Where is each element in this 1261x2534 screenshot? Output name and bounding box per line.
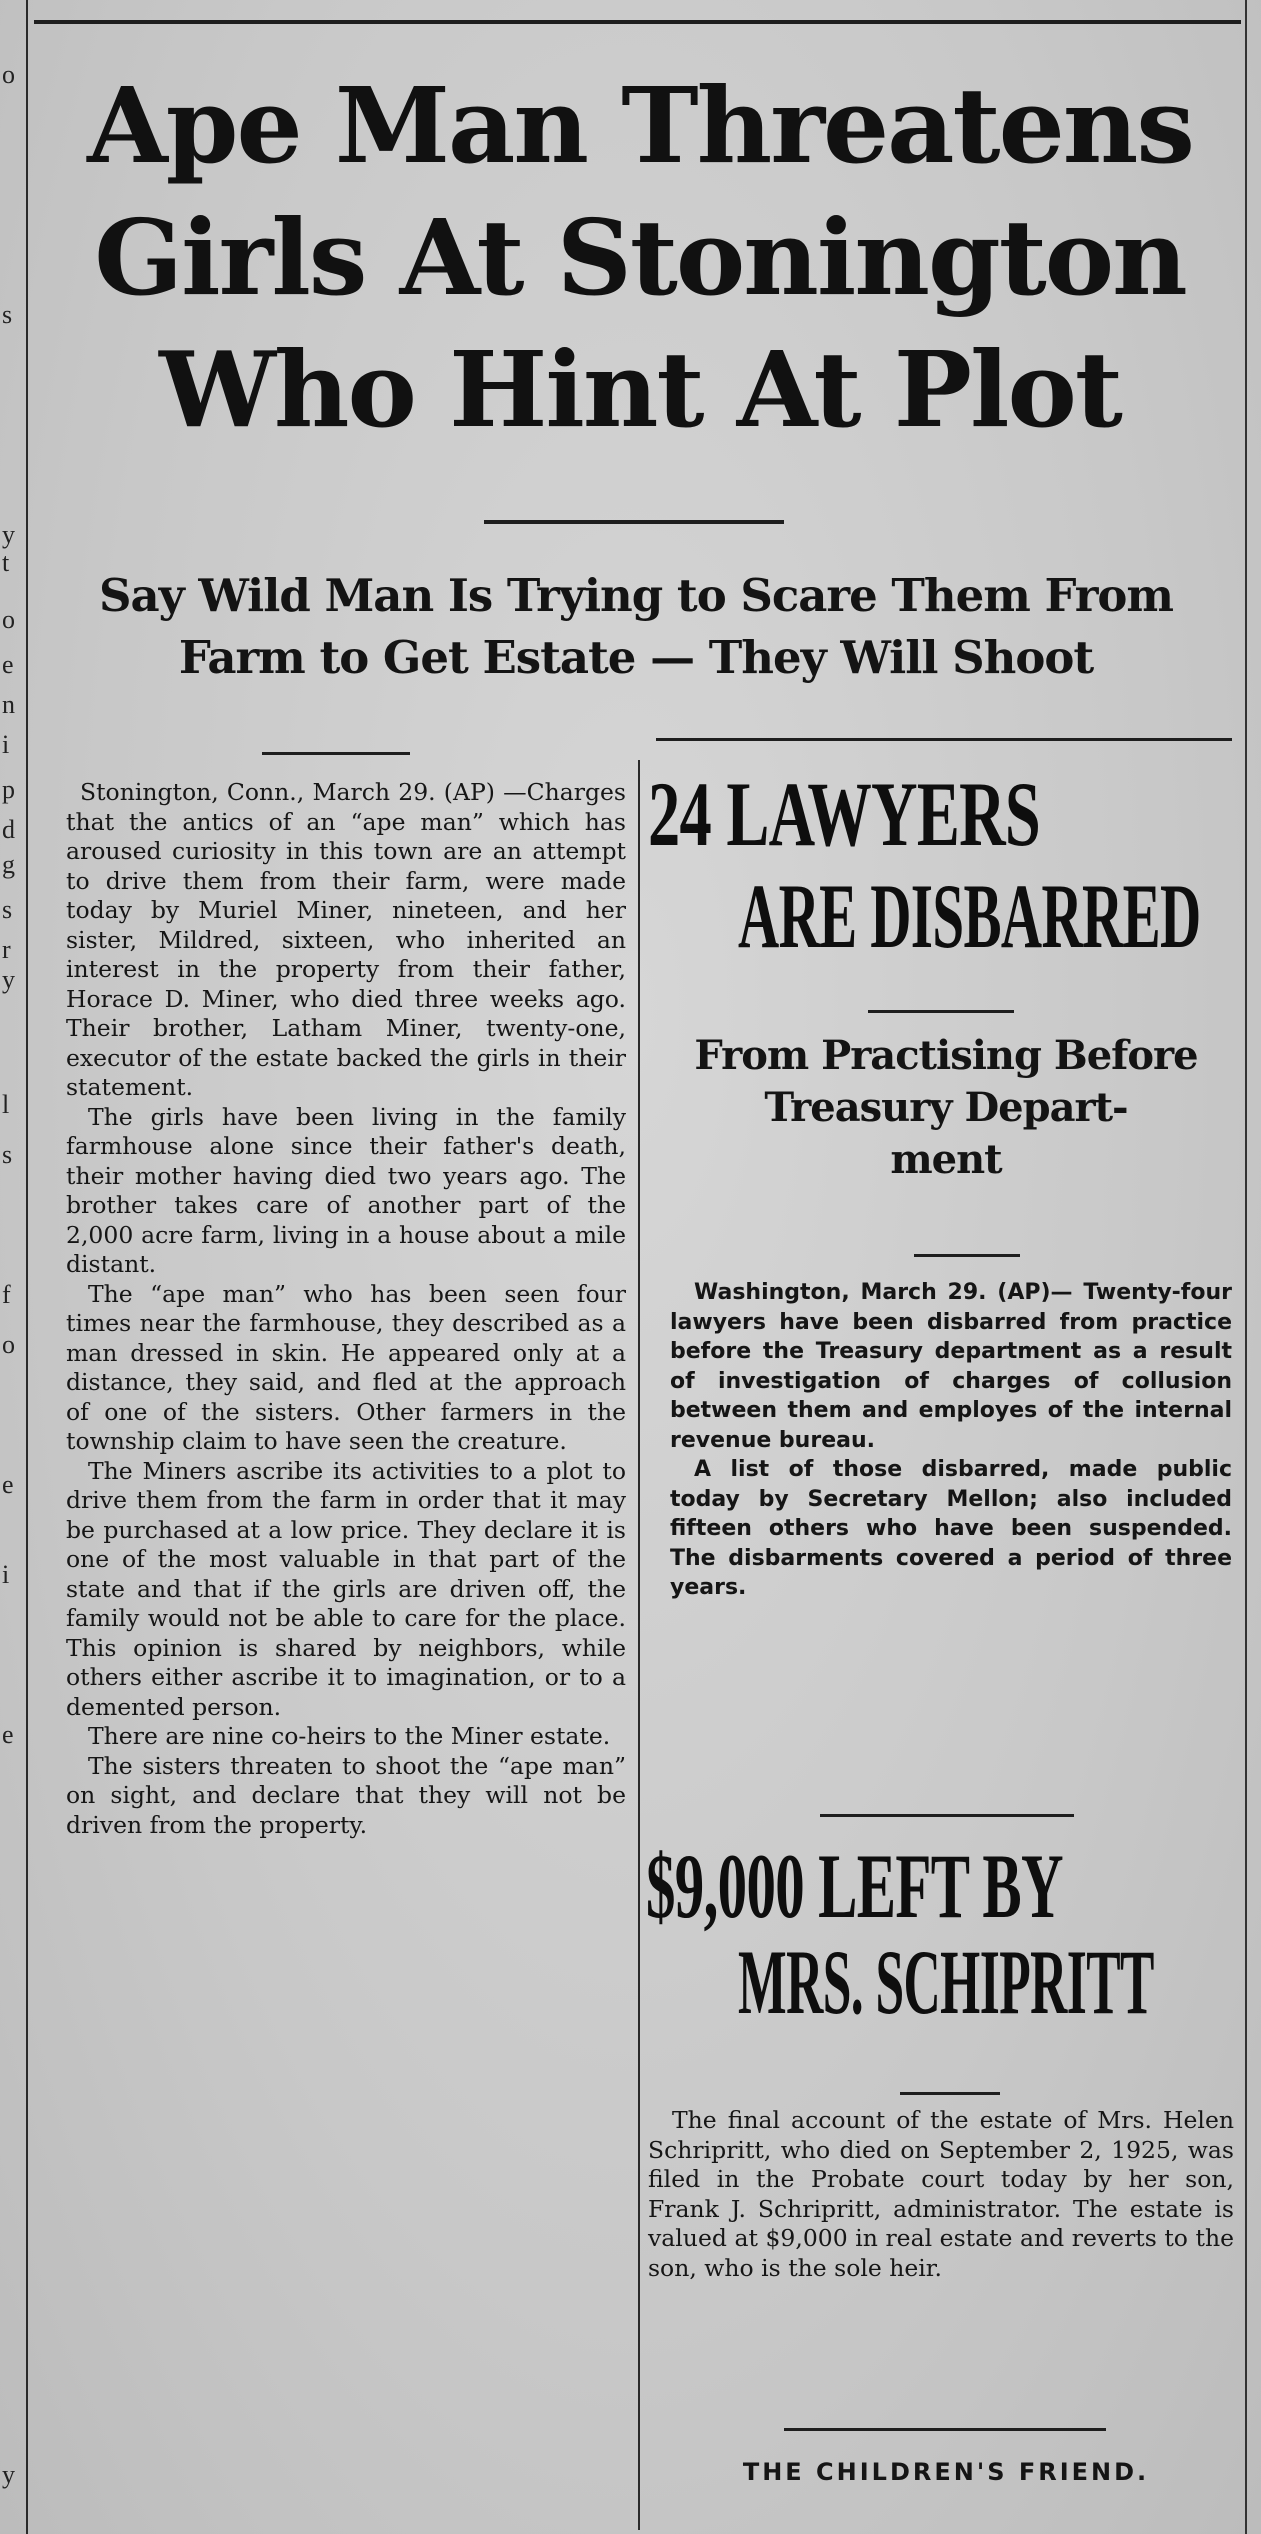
margin-letter: s xyxy=(2,1140,13,1169)
headline-line: Ape Man Threatens xyxy=(87,64,1193,187)
story-divider xyxy=(914,1254,1020,1257)
deck-line: Farm to Get Estate — They Will Shoot xyxy=(178,631,1094,684)
margin-letter: n xyxy=(2,690,15,719)
margin-letter: l xyxy=(2,1090,10,1119)
margin-letter: o xyxy=(2,1330,15,1359)
lawyers-story-body xyxy=(670,1278,1232,1603)
main-story-body xyxy=(66,778,626,1840)
story-paragraph: Stonington, Conn., March 29. (AP) —Charges that the antics of an “ape man” which has aroused curiosity in this town are an attempt to drive them from their farm, were made today by Muriel Miner, nineteen, and her sister, Mildred, sixteen, who inherited an interest in the property from their father, Horace D. Miner, who died three weeks ago. Their brother, Latham Miner, twenty-one, executor of the estate backed the girls in their statement. xyxy=(66,778,626,1101)
next-item-headline: THE CHILDREN'S FRIEND. xyxy=(742,2458,1150,2486)
subhead-line: ment xyxy=(890,1136,1002,1183)
margin-letter: e xyxy=(2,1470,14,1499)
story-divider xyxy=(262,752,410,755)
story-paragraph: The sisters threaten to shoot the “ape man” on sight, and declare that they will not be driven from the property. xyxy=(66,1751,626,1839)
margin-letter: d xyxy=(2,815,15,844)
margin-letter: e xyxy=(2,1720,14,1749)
margin-letter: s xyxy=(2,300,13,329)
headline-line: Girls At Stonington xyxy=(94,196,1186,319)
adjacent-column-fragment xyxy=(0,0,28,2534)
margin-letter: p xyxy=(2,775,15,804)
story-paragraph: Washington, March 29. (AP)— Twenty-four lawyers have been disbarred from practice before the Treasury department as a result of investigation of charges of collusion between them and employes of the internal revenue bureau. xyxy=(670,1280,1232,1453)
margin-letter: s xyxy=(2,895,13,924)
story-paragraph: The “ape man” who has been seen four times near the farmhouse, they described as a man dressed in skin. He appeared only at a distance, they said, and fled at the approach of one of the sisters. Other farmers in the township claim to have seen the creature. xyxy=(66,1279,626,1455)
margin-letter: g xyxy=(2,850,15,879)
story-paragraph: The girls have been living in the family farmhouse alone since their father's death, their mother having died two years ago. The brother takes care of another part of the 2,000 acre farm, living in a house about a mile distant. xyxy=(66,1102,626,1278)
main-deck xyxy=(36,565,1236,689)
deck-line: Say Wild Man Is Trying to Scare Them From xyxy=(98,569,1174,622)
headline-line: $9,000 LEFT BY xyxy=(646,1835,1063,1937)
main-headline xyxy=(40,60,1240,456)
margin-letter: y xyxy=(2,520,15,549)
margin-letter: t xyxy=(2,548,10,577)
headline-line: Who Hint At Plot xyxy=(159,328,1121,451)
headline-line: 24 LAWYERS xyxy=(648,763,1041,865)
headline-line: ARE DISBARRED xyxy=(738,865,1201,967)
right-column xyxy=(646,760,1246,2486)
margin-letter: f xyxy=(2,1280,11,1309)
margin-letter: e xyxy=(2,650,14,679)
top-rule xyxy=(34,20,1241,24)
estate-story-body xyxy=(648,2106,1234,2283)
margin-letter: i xyxy=(2,730,10,759)
story-divider xyxy=(868,1010,1014,1013)
headline-line: MRS. SCHIPRITT xyxy=(738,1931,1154,2033)
margin-letter: y xyxy=(2,2460,15,2489)
estate-headline xyxy=(646,1835,1246,2040)
margin-letter: o xyxy=(2,60,15,89)
margin-letter: r xyxy=(2,935,11,964)
story-paragraph: The final account of the estate of Mrs. Helen Schripritt, who died on September 2, 1925, was filed in the Probate court today by her son, Frank J. Schripritt, administrator. The estate is valued at $9,000 in real estate and reverts to the son, who is the sole heir. xyxy=(648,2106,1234,2282)
story-paragraph: There are nine co-heirs to the Miner estate. xyxy=(88,1722,611,1750)
story-divider xyxy=(784,2428,1106,2431)
lawyers-headline xyxy=(646,760,1246,980)
story-divider xyxy=(900,2092,1000,2095)
subhead-line: Treasury Depart- xyxy=(764,1084,1128,1131)
story-divider xyxy=(820,1814,1074,1817)
story-divider xyxy=(656,738,1232,741)
margin-letter: o xyxy=(2,605,15,634)
margin-letter: i xyxy=(2,1560,10,1589)
lawyers-subhead xyxy=(646,1030,1246,1186)
story-paragraph: The Miners ascribe its activities to a plot to drive them from the farm in order that it may be purchased at a low price. They declare it is one of the most valuable in that part of the state and that if the girls are driven off, the family would not be able to care for the place. This opinion is shared by neighbors, while others either ascribe it to imagination, or to a demented person. xyxy=(66,1456,626,1721)
subhead-line: From Practising Before xyxy=(694,1032,1198,1079)
column-rule xyxy=(638,760,640,2530)
margin-letter: y xyxy=(2,965,15,994)
headline-divider xyxy=(484,520,784,524)
column-border xyxy=(1245,0,1247,2534)
story-paragraph: A list of those disbarred, made public today by Secretary Mellon; also included fifteen others who have been suspended. The disbarments covered a period of three years. xyxy=(670,1457,1232,1600)
